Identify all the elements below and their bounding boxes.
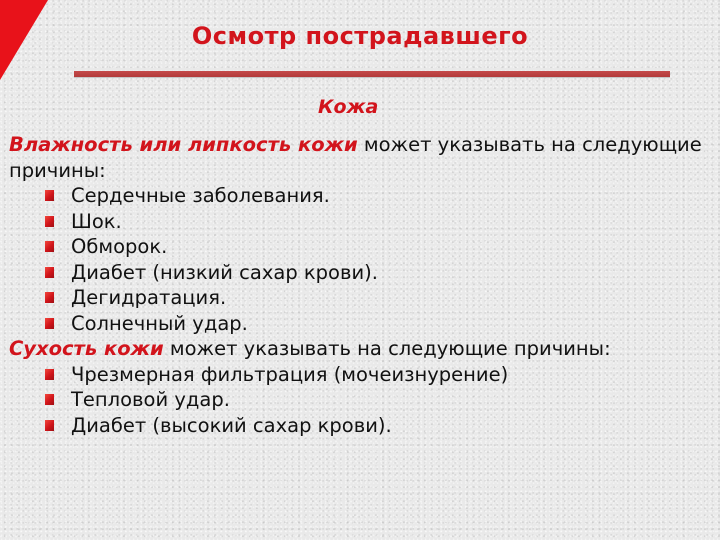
bullet-icon [45, 190, 54, 201]
dry-skin-causes-list [9, 362, 709, 439]
moist-skin-intro [9, 132, 709, 183]
bullet-icon [45, 216, 54, 227]
section-subtitle: Кожа [318, 96, 379, 118]
moist-skin-highlight: Влажность или липкость кожи [9, 133, 358, 156]
list-item: Чрезмерная фильтрация (мочеизнурение) [9, 362, 709, 388]
list-item: Шок. [9, 209, 709, 235]
bullet-icon [45, 267, 54, 278]
slide-content [9, 132, 709, 438]
list-item: Обморок. [9, 234, 709, 260]
list-item: Диабет (высокий сахар крови). [9, 413, 709, 439]
bullet-icon [45, 394, 54, 405]
bullet-icon [45, 420, 54, 431]
bullet-icon [45, 292, 54, 303]
title-divider [74, 71, 670, 77]
moist-skin-text: может указывать на следующие причины: [9, 133, 702, 182]
dry-skin-text: может указывать на следующие причины: [163, 337, 611, 360]
slide-title: Осмотр пострадавшего [191, 22, 529, 50]
list-item: Дегидратация. [9, 285, 709, 311]
list-item: Солнечный удар. [9, 311, 709, 337]
dry-skin-intro [9, 336, 709, 362]
bullet-icon [45, 369, 54, 380]
bullet-icon [45, 318, 54, 329]
list-item: Сердечные заболевания. [9, 183, 709, 209]
list-item: Диабет (низкий сахар крови). [9, 260, 709, 286]
dry-skin-highlight: Сухость кожи [9, 337, 164, 360]
moist-skin-causes-list [9, 183, 709, 336]
list-item: Тепловой удар. [9, 387, 709, 413]
bullet-icon [45, 241, 54, 252]
